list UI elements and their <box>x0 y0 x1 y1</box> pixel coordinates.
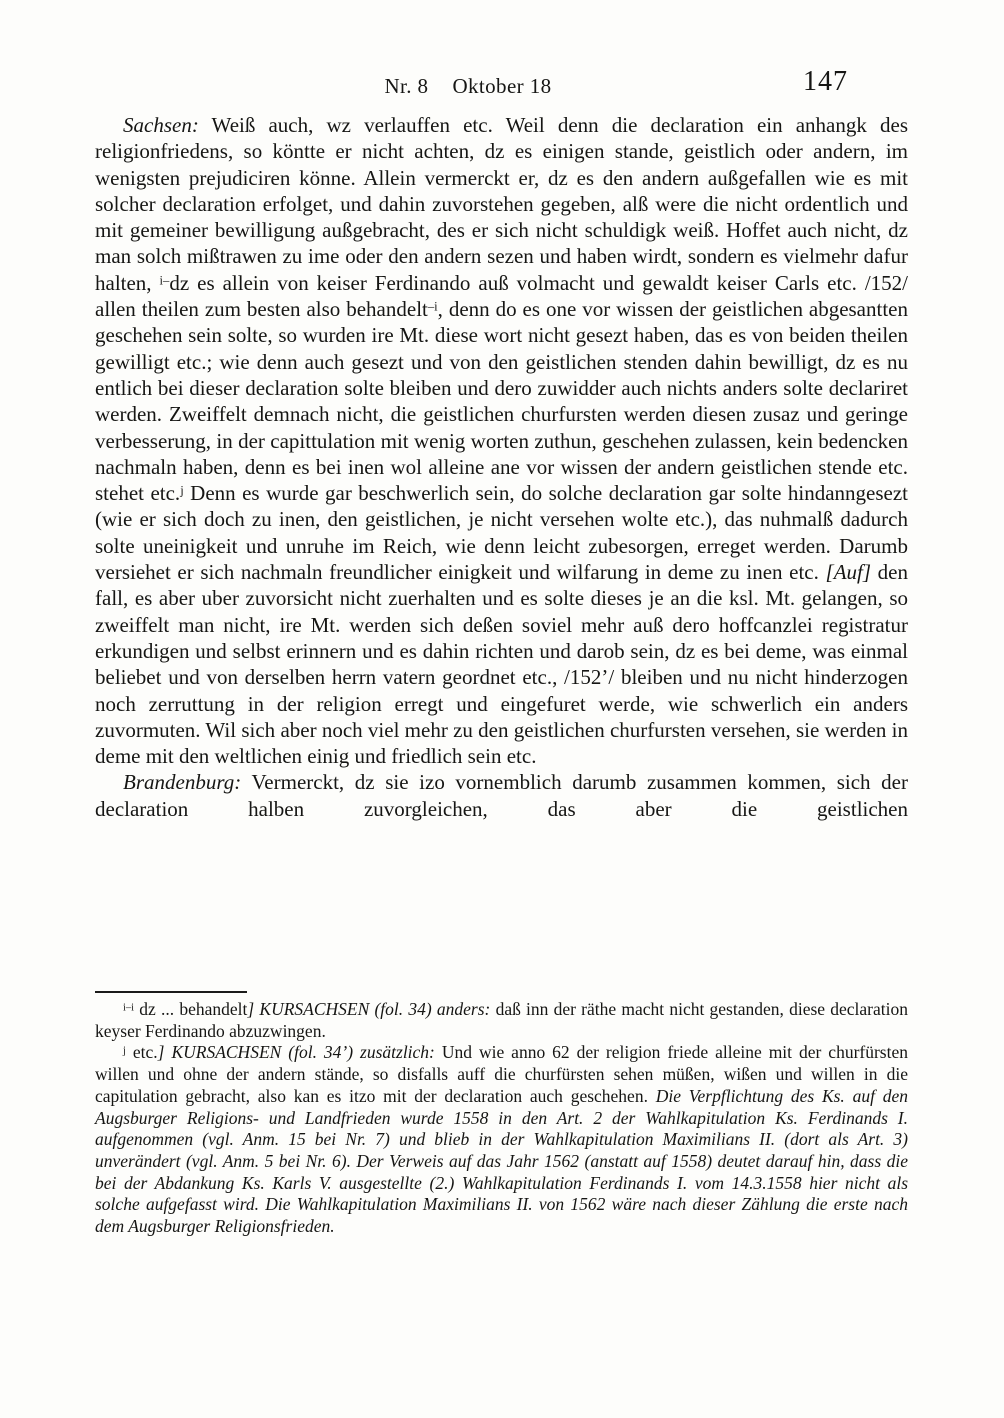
paragraph-brandenburg <box>95 769 908 822</box>
text-run: ] KURSACHSEN (fol. 34’) zusätzlich: <box>157 1042 435 1063</box>
footnote-marker: i– <box>159 273 170 288</box>
running-head-date: Oktober 18 <box>452 74 552 98</box>
text-run: etc. <box>125 1042 158 1063</box>
page-number: 147 <box>803 66 848 97</box>
text-run: Vermerckt, dz sie izo vornemblich darumb zusammen kommen, sich der declaration halben zuvorgleichen, das aber die geistlichen <box>95 770 908 821</box>
footnote-separator-rule <box>95 991 247 993</box>
footnotes <box>95 999 908 1238</box>
text-run: den fall, es aber uber zuvorsicht nicht zuerhalten und es solte dieses je an die ksl. Mt. gelangen, so zweiffelt man nicht, ire Mt. werden sich deßen soviel mehr auß dero hoffcanzlei registratur erkundigen und selbst erinnern und es dahin richten und darob sein, dz es bei deme, was einmal beliebet und von derselben herrn vatern geordnet etc., /152’/ bleiben und nu nicht hinderzogen noch zerruttung in der religion erregt und eingefuret werde, wie schwerlich ein anders zuvormuten. Wil sich aber noch viel mehr zu den geistlichen churfursten versehen, sie werden in deme mit den weltlichen einig und friedlich sein etc. <box>95 560 908 769</box>
running-head <box>95 74 841 99</box>
text-run: Weiß auch, wz verlauffen etc. Weil denn die declaration ein anhangk des religionfriedens, so köntte er nicht achten, dz es einigen stande, geistlich oder andern, im wenigsten prejudiciren könne. Allein vermerckt er, dz es den andern außgefallen wie es mit solcher declaration erfolget, und dahin zuvorstehen gegeben, alß were die nicht ordentlich und mit gemeiner bewilligung außgebracht, des er sich nicht schuldigk weiß. Hoffet auch nicht, dz man solch mißtrawen zu ime oder den andern sezen und haben wirdt, sondern es vielmehr dafur halten, <box>95 113 908 295</box>
text-run: Denn es wurde gar beschwerlich sein, do solche declaration gar solte hindanngesezt (wie er sich doch zu inen, den geistlichen, je nicht versehen wolte etc.), das nuhmalß dadurch solte uneinigkeit und unruhe im Reich, wie denn leicht zubesorgen, erreget werden. Darumb versiehet er sich nachmaln freundlicher einigkeit und wilfarung in deme zu inen etc. <box>95 481 908 585</box>
text-run: dz ... behandelt <box>134 999 248 1019</box>
text-run: ] KURSACHSEN (fol. 34) anders: <box>247 999 491 1019</box>
footnote-j <box>95 1042 908 1237</box>
text-run: Brandenburg: <box>123 770 242 795</box>
text-run: , denn do es one vor wissen der geistlichen abgesantten geschehen sein solte, so wurden ire Mt. diese wort nicht gesezt haben, das es von beiden theilen gewilligt etc.; wie denn auch gesezt und von den geistlichen stenden dahin bewilligt, dz es nu entlich bei dieser declaration solte bleiben und dero zuwidder auch nichts anders solte declariret werden. Zweiffelt demnach nicht, die geistlichen churfursten werden diesen zusaz und geringe verbesserung, in der capittulation mit wenig worten zuthun, geschehen zulassen, kein bedencken nachmaln haben, denn es bei inen wol alleine ane vor wissen der andern geistlichen stende etc. stehet etc. <box>95 297 908 506</box>
footnote-marker: j <box>180 483 184 498</box>
paragraph-sachsen <box>95 112 908 769</box>
footnote-marker: –i <box>427 299 438 314</box>
running-head-doc-number: Nr. 8 <box>384 74 429 98</box>
text-run: [Auf] <box>825 560 872 585</box>
text-run: Die Verpflichtung des Ks. auf den Augsburger Religions- und Landfrieden wurde 1558 in den Art. 2 der Wahlkapitulation Ks. Ferdinands I. aufgenommen (vgl. Anm. 15 bei Nr. 7) und blieb in der Wahlkapitulation Maximilians II. (dort als Art. 3) unverändert (vgl. Anm. 5 bei Nr. 6). Der Verweis auf das Jahr 1562 (anstatt auf 1558) deutet darauf hin, dass die bei der Abdankung Ks. Karls V. ausgestellte (2.) Wahlkapitulation Ferdinands I. vom 14.3.1558 hier nicht als solche aufgefasst wird. Die Wahlkapitulation Maximilians II. von 1562 wäre nach dieser Zählung die erste nach dem Augsburger Religionsfrieden. <box>95 1085 908 1237</box>
footnote-i <box>95 999 908 1042</box>
text-run: dz es allein von keiser Ferdinando auß volmacht und gewaldt keiser Carls etc. /152/ allen theilen zum besten also behandelt <box>95 270 908 322</box>
text-run: Und wie anno 62 der religion friede alleine mit der churfürsten willen und ohne der andern stände, so disfalls auff die churfürsten sehen müßen, wißen und willen in die capitulation gebracht, also kan es itzo mit der declaration auch geschehen. <box>95 1042 908 1106</box>
footnote-marker: j <box>123 1046 126 1057</box>
text-run: daß inn der räthe macht nicht gestanden, diese declaration keyser Ferdinando abzuzwingen. <box>95 999 908 1041</box>
footnote-marker: i–i <box>123 1002 135 1014</box>
text-run: Sachsen: <box>123 113 199 137</box>
main-text <box>95 112 908 822</box>
